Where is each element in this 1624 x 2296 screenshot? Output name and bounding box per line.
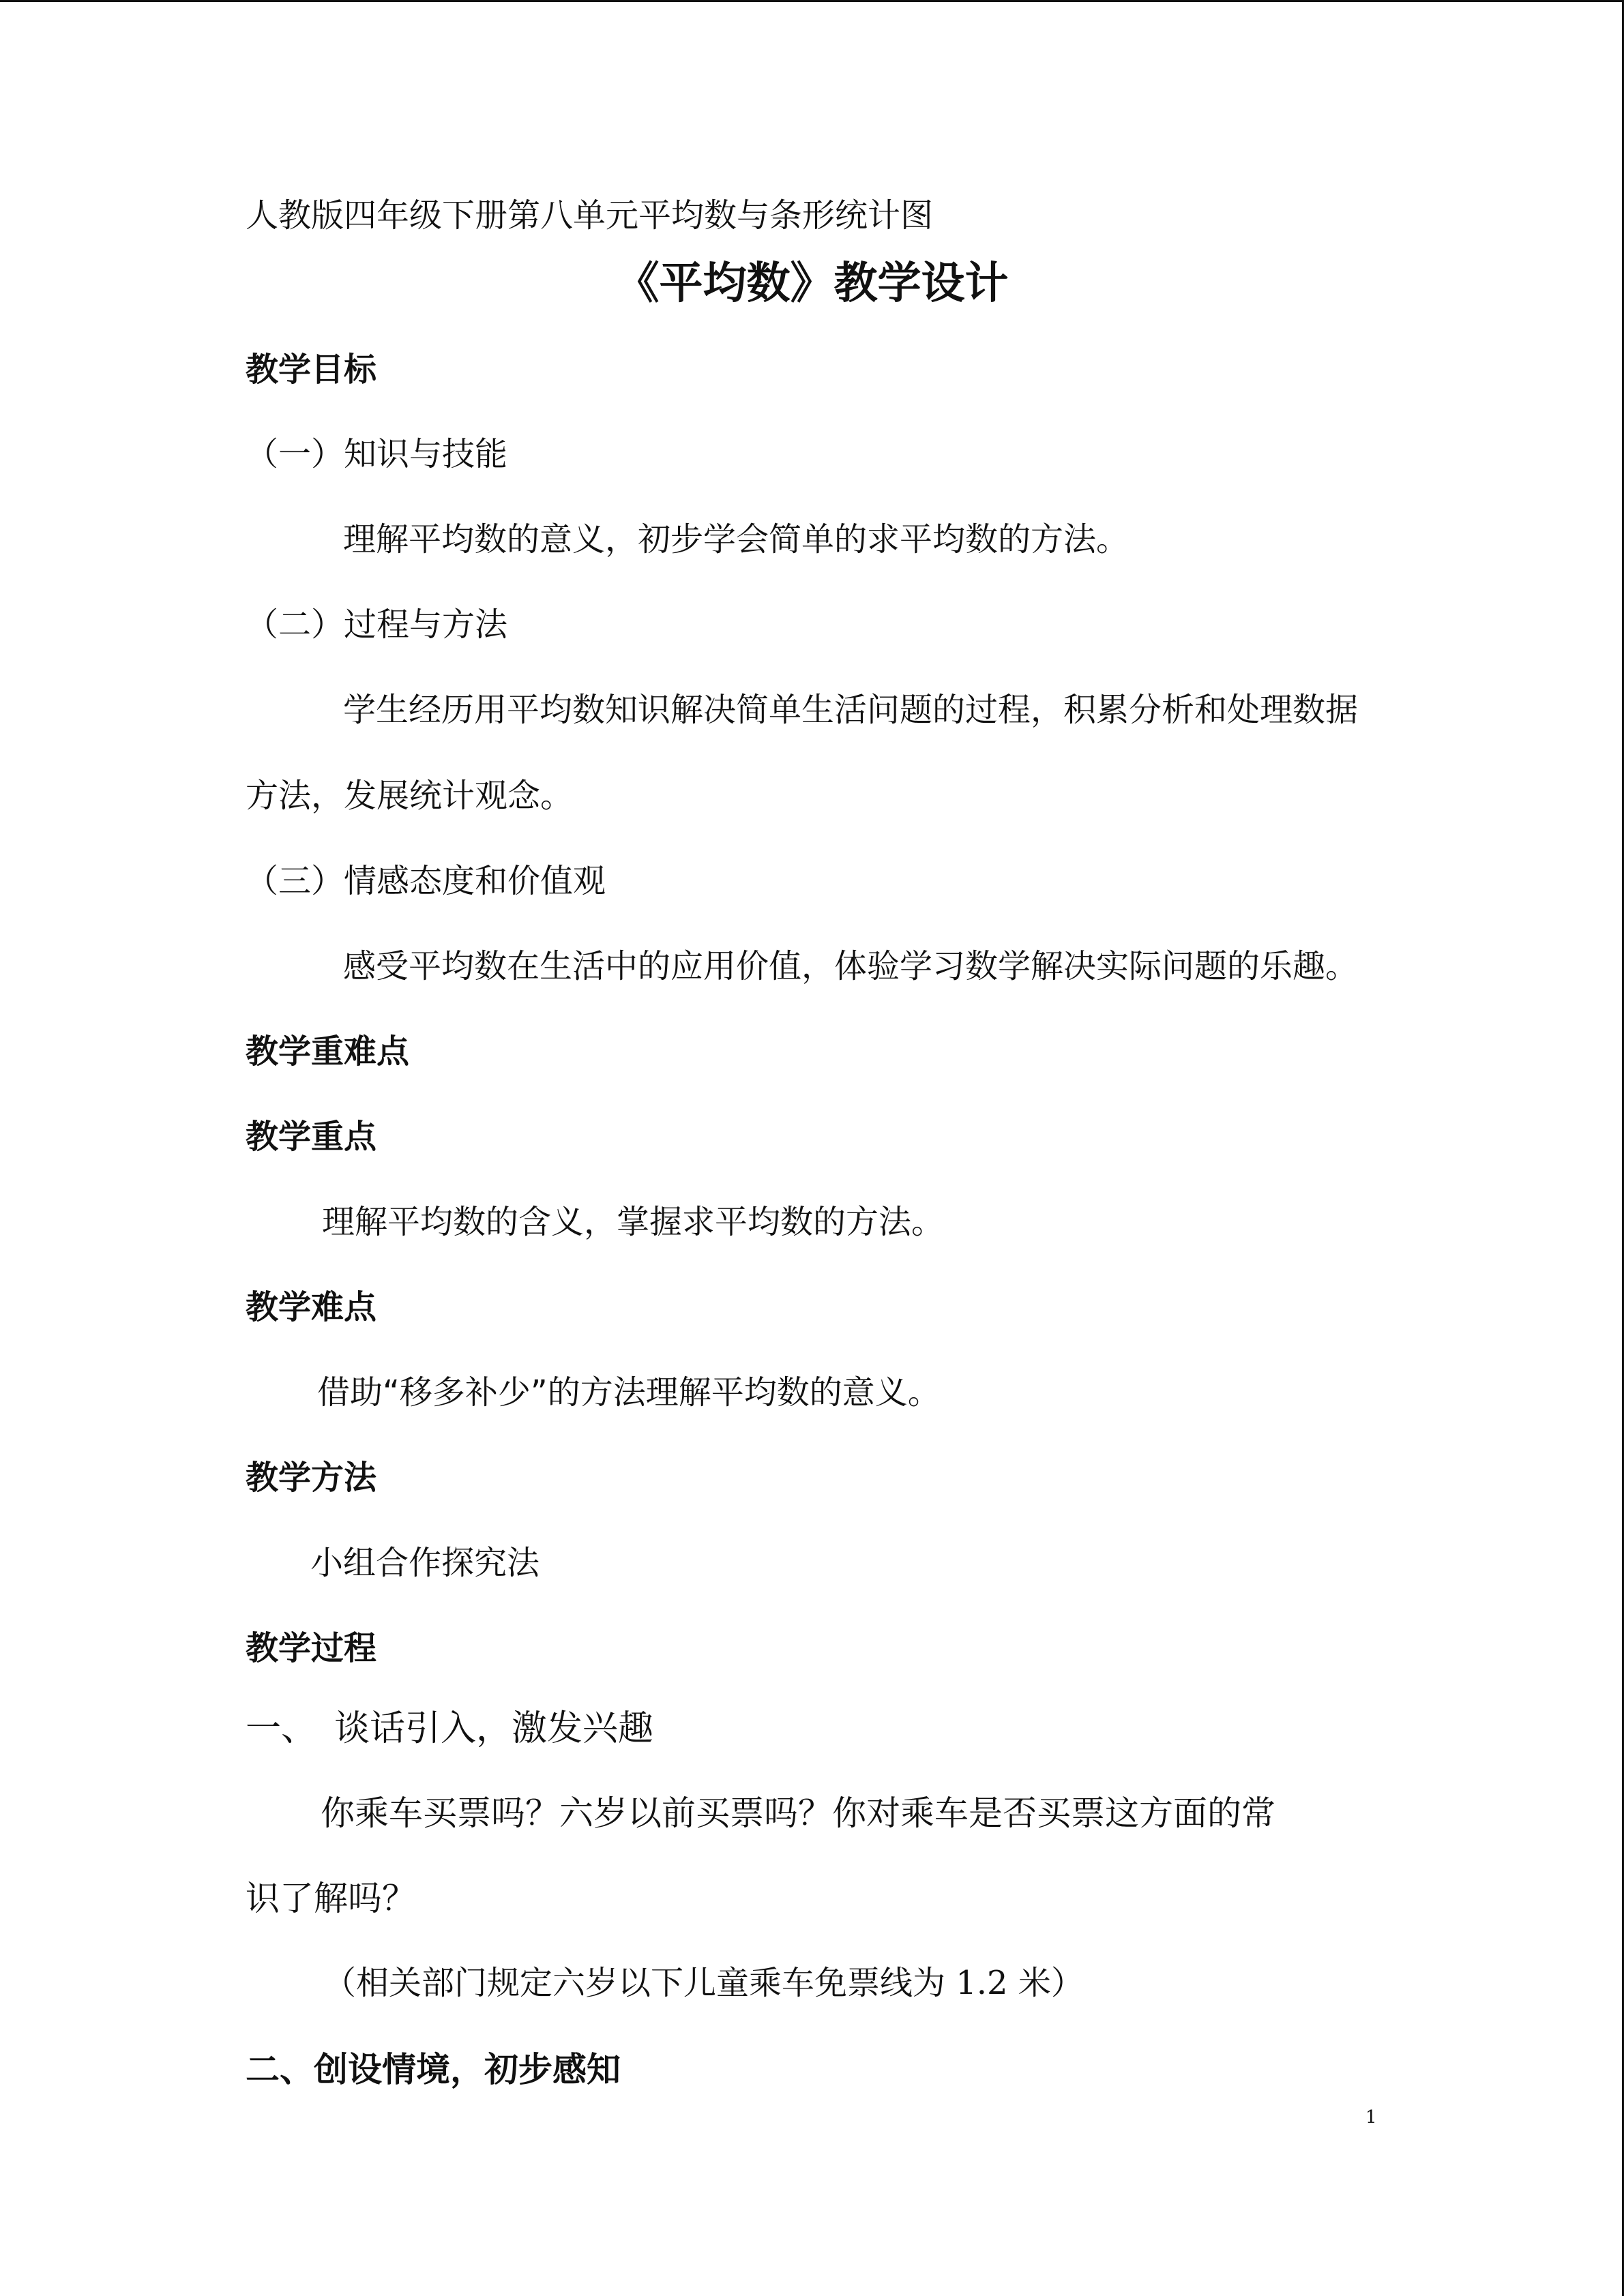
process-step2-heading: 二、创设情境，初步感知 xyxy=(246,2050,621,2089)
objective-process-text-line1: 学生经历用平均数知识解决简单生活问题的过程，积累分析和处理数据 xyxy=(343,691,1359,729)
section-heading-key-points: 教学重难点 xyxy=(246,1032,410,1071)
objective-knowledge-text: 理解平均数的意义，初步学会简单的求平均数的方法。 xyxy=(343,520,1130,558)
page-number: 1 xyxy=(1365,2107,1377,2128)
objective-process-text-line2: 方法，发展统计观念。 xyxy=(246,777,574,815)
process-step1-text-line2: 识了解吗？ xyxy=(246,1879,416,1918)
section-heading-method: 教学方法 xyxy=(246,1459,377,1497)
page-border-top xyxy=(0,0,1624,2)
difficulty-text: 借助“移多补少”的方法理解平均数的意义。 xyxy=(317,1373,941,1412)
process-step1-heading: 一、 谈话引入，激发兴趣 xyxy=(246,1708,654,1749)
document-subtitle: 人教版四年级下册第八单元平均数与条形统计图 xyxy=(246,196,934,235)
process-step1-text-line1: 你乘车买票吗？六岁以前买票吗？你对乘车是否买票这方面的常 xyxy=(321,1793,1275,1833)
section-heading-process: 教学过程 xyxy=(246,1629,377,1667)
process-step1-note: （相关部门规定六岁以下儿童乘车免票线为 1.2 米） xyxy=(323,1964,1084,2002)
objective-process-label: （二）过程与方法 xyxy=(246,606,508,644)
section-heading-objectives: 教学目标 xyxy=(246,351,377,389)
objective-knowledge-label: （一）知识与技能 xyxy=(246,435,508,473)
section-heading-focus: 教学重点 xyxy=(246,1118,377,1156)
section-heading-difficulty: 教学难点 xyxy=(246,1288,377,1326)
method-text: 小组合作探究法 xyxy=(310,1544,540,1582)
document-title: 《平均数》教学设计 xyxy=(615,258,1009,309)
objective-emotion-label: （三）情感态度和价值观 xyxy=(246,862,606,900)
objective-emotion-text: 感受平均数在生活中的应用价值，体验学习数学解决实际问题的乐趣。 xyxy=(343,947,1359,985)
focus-text: 理解平均数的含义，掌握求平均数的方法。 xyxy=(322,1203,945,1241)
